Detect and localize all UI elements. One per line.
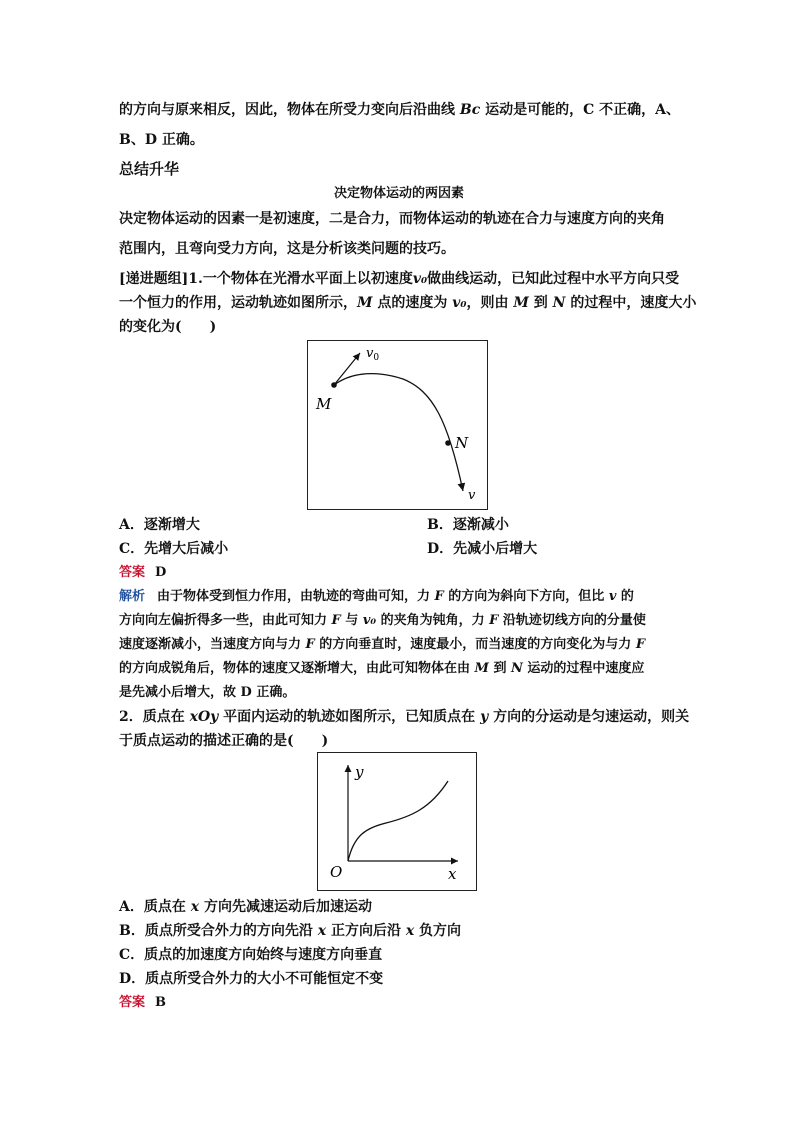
- q1-F-4: F: [305, 637, 315, 652]
- q1-point-N: [445, 440, 451, 446]
- q1-text-c: 一个恒力的作用，运动轨迹如图所示，: [119, 295, 357, 311]
- q2-figure: [317, 752, 477, 891]
- q2-text-b: 平面内运动的轨迹如图所示，已知质点在: [218, 709, 481, 725]
- intro-line-1: [119, 101, 679, 119]
- q2-answer: [119, 994, 679, 1012]
- q1-M-2: M: [513, 295, 529, 311]
- q1-line-2: [119, 294, 697, 312]
- q1-v0-arrow: [334, 353, 360, 385]
- q1-answer-value: D: [155, 565, 167, 580]
- q1-trajectory-diagram: [308, 341, 487, 509]
- q1-analysis-text-3a: 速度逐渐减小，当速度方向与力: [119, 637, 306, 652]
- q1-F-2: F: [331, 613, 341, 628]
- q1-analysis-text-2a: 方向向左偏折得多一些，由此可知力: [119, 613, 332, 628]
- q1-label-M: M: [316, 395, 332, 413]
- q1-analysis-1: [119, 588, 679, 606]
- q1-answer-label: 答案: [119, 565, 146, 580]
- q1-label-v0: $v_0$: [366, 346, 380, 363]
- q2-trajectory-diagram: [318, 753, 476, 890]
- q2-label-y: y: [355, 763, 364, 781]
- q1-M: M: [357, 295, 373, 311]
- q2-option-b-text-a: B．质点所受合外力的方向先沿: [119, 923, 318, 939]
- q1-analysis-text-3b: 的方向垂直时，速度最小，而当速度的方向变化为与力: [314, 637, 636, 652]
- q1-analysis-label: 解析: [119, 589, 146, 604]
- q1-tag: [递进题组]: [119, 271, 189, 287]
- q1-v0: v₀: [412, 271, 428, 287]
- q1-figure: [307, 340, 488, 510]
- q1-point-M: [331, 382, 337, 388]
- q2-option-d: D．质点所受合外力的大小不可能恒定不变: [119, 971, 384, 987]
- q1-analysis-5: 是先减小后增大，故 D 正确。: [119, 685, 296, 700]
- q1-v-1: v: [608, 589, 617, 604]
- q1-N: N: [552, 295, 566, 311]
- q2-option-a-text-a: A．质点在: [119, 899, 191, 915]
- q1-answer: [119, 564, 679, 582]
- q1-text-e: ，则由: [466, 295, 514, 311]
- q2-option-c: C．质点的加速度方向始终与速度方向垂直: [119, 947, 383, 963]
- q1-option-a: A．逐渐增大: [119, 517, 200, 533]
- q1-F-1: F: [434, 589, 444, 604]
- q1-analysis-text-4b: 到: [488, 661, 511, 676]
- q2-text-c: 方向的分运动是匀速运动，则关: [488, 709, 690, 725]
- q2-option-b-text-c: 负方向: [414, 923, 462, 939]
- q2-option-a-x: x: [190, 899, 200, 915]
- intro-curve-label: Bc: [459, 102, 481, 118]
- q1-option-d: D．先减小后增大: [427, 541, 538, 557]
- intro-text-b: 运动是可能的，C 不正确，A、: [480, 102, 680, 118]
- q1-text-a: 1.一个物体在光滑水平面上以初速度: [188, 271, 413, 287]
- q1-label-v: v: [468, 488, 476, 503]
- q2-label-O: O: [330, 863, 343, 881]
- summary-heading: 总结升华: [119, 160, 180, 178]
- q1-F-5: F: [635, 637, 646, 652]
- q2-text-a: 2．质点在: [119, 709, 190, 725]
- q1-v0-2: v₀: [452, 295, 467, 311]
- q1-analysis-text-2c: 的夹角为钝角，力: [376, 613, 490, 628]
- q2-option-a: [119, 898, 372, 916]
- q1-analysis-text-4c: 运动的过程中速度应: [522, 661, 645, 676]
- q1-label-N: N: [455, 434, 469, 452]
- q2-trajectory-curve: [348, 781, 448, 861]
- q2-y: y: [480, 709, 489, 725]
- q2-line-1: [119, 708, 690, 726]
- q1-M-3: M: [474, 661, 489, 676]
- q1-analysis-text-2b: 与: [340, 613, 363, 628]
- q1-analysis-2: [119, 612, 679, 630]
- q1-N-2: N: [510, 661, 523, 676]
- q1-option-c: C．先增大后减小: [119, 541, 229, 557]
- q2-answer-value: B: [155, 995, 167, 1010]
- q2-label-x: x: [448, 865, 457, 883]
- intro-text-a: 的方向与原来相反，因此，物体在所受力变向后沿曲线: [119, 102, 460, 118]
- q1-line-1: [119, 270, 679, 288]
- q1-analysis-4: [119, 660, 679, 678]
- q1-text-f: 到: [528, 295, 553, 311]
- q2-option-b-text-b: 正方向后沿: [326, 923, 406, 939]
- q1-trajectory-curve: [334, 374, 463, 491]
- summary-body-1: 决定物体运动的因素一是初速度，二是合力，而物体运动的轨迹在合力与速度方向的夹角: [119, 211, 665, 227]
- q1-F-3: F: [489, 613, 499, 628]
- q1-analysis-text-1b: 的方向为斜向下方向，但比: [443, 589, 609, 604]
- q1-line-3: 的变化为( ): [119, 319, 217, 335]
- intro-line-2: B、D 正确。: [119, 132, 204, 148]
- q1-analysis-text-1a: 由于物体受到恒力作用，由轨迹的弯曲可知，力: [157, 589, 435, 604]
- q1-analysis-3: [119, 636, 679, 654]
- q1-text-b: 做曲线运动，已知此过程中水平方向只受: [427, 271, 680, 287]
- q1-analysis-text-4a: 的方向成锐角后，物体的速度又逐渐增大，由此可知物体在由: [119, 661, 475, 676]
- q1-analysis-text-1c: 的: [616, 589, 634, 604]
- q2-answer-label: 答案: [119, 995, 146, 1010]
- q2-option-b-x-1: x: [317, 923, 327, 939]
- q1-text-g: 的过程中，速度大小: [565, 295, 697, 311]
- q2-line-2: 于质点运动的描述正确的是( ): [119, 733, 329, 749]
- q1-option-b: B．逐渐减小: [427, 517, 509, 533]
- q2-option-a-text-b: 方向先减速运动后加速运动: [199, 899, 372, 915]
- q1-analysis-text-2d: 沿轨迹切线方向的分量使: [498, 613, 646, 628]
- q2-option-b-x-2: x: [405, 923, 415, 939]
- q2-xOy: xOy: [189, 709, 219, 725]
- summary-body-2: 范围内，且弯向受力方向，这是分析该类问题的技巧。: [119, 241, 455, 257]
- q2-option-b: [119, 922, 461, 940]
- q1-text-d: 点的速度为: [372, 295, 453, 311]
- summary-subtitle: 决定物体运动的两因素: [333, 186, 464, 201]
- q1-v0-3: v₀: [362, 613, 377, 628]
